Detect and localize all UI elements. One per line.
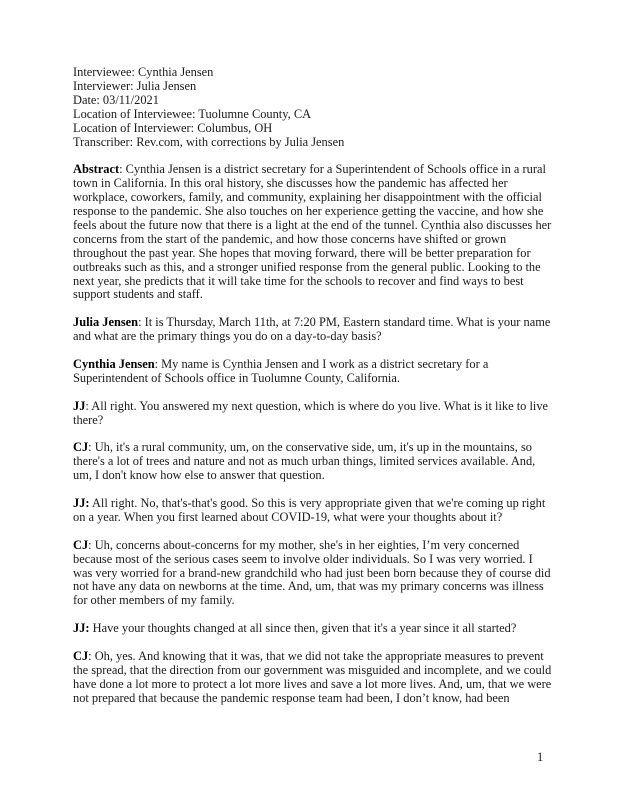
transcript-turn [73,316,553,344]
transcript-turn [73,497,553,525]
transcript-turn [73,358,553,386]
interviewer-line: Interviewer: Julia Jensen [73,78,197,93]
turn-text: : Uh, it's a rural community, um, on the conservative side, um, it's up in the mountains, so there's a lot of trees and nature and not as much urban things, limited services available. And, um, I don't know how else to answer that question. [73,440,536,483]
transcript-turn [73,622,553,636]
turn-text: : All right. You answered my next question, which is where do you live. What is it like to live there? [73,398,549,427]
transcript-turn [73,441,553,483]
turn-text: : Uh, concerns about-concerns for my mother, she's in her eighties, I’m very concerned because most of the serious cases seem to involve older individuals. So I was very worried. I was very worried for a brand-new grandchild who had just been born because they of course did not have any data on newborns at the time. And, um, that was my primary concerns was illness for other members of my family. [73,537,551,608]
document-page [73,66,553,719]
abstract-text: : Cynthia Jensen is a district secretary for a Superintendent of Schools office in a rural town in California. In this oral history, she discusses how the pandemic has affected her workplace, coworkers, family, and community, explaining her disappointment with the official response to the pandemic. She also touches on her experience getting the vaccine, and how she feels about the future now that there is a light at the end of the tunnel. Cynthia also discusses her concerns from the start of the pandemic, and how those concerns have shifted or grown throughout the past year. She hopes that moving forward, there will be better preparation for outbreaks such as this, and a stronger unified response from the general public. Looking to the next year, she predicts that it will take time for the schools to recover and find ways to best support students and staff. [73,162,552,302]
transcript-turn [73,400,553,428]
turn-text: Have your thoughts changed at all since then, given that it's a year since it all started? [89,621,517,636]
transcript-turn [73,650,553,706]
turn-text: : My name is Cynthia Jensen and I work as a district secretary for a Superintendent of Schools office in Tuolumne County, California. [73,356,489,385]
transcript-turn [73,539,553,609]
interview-metadata [73,66,553,149]
interviewee-line: Interviewee: Cynthia Jensen [73,65,214,79]
speaker-label: JJ: [73,496,90,510]
speaker-label: CJ [73,440,89,455]
speaker-label: JJ [73,398,86,413]
turn-text: All right. No, that's-that's good. So this is very appropriate given that we're coming up right on a year. When you first learned about COVID-19, what were your thoughts about it? [73,496,546,524]
page-number: 1 [537,750,544,764]
speaker-label: Julia Jensen [73,315,139,330]
turn-text: : It is Thursday, March 11th, at 7:20 PM, Eastern standard time. What is your name and what are the primary things you do on a day-to-day basis? [73,315,551,344]
location-interviewee-line: Location of Interviewee: Tuolumne County, CA [73,106,312,121]
speaker-label: Cynthia Jensen [73,356,155,371]
turn-text: : Oh, yes. And knowing that it was, that we did not take the appropriate measures to prevent the spread, that the direction from our government was misguided and incomplete, and we could have done a lot more to protect a lot more lives and save a lot more lives. And, um, that we were not prepared that because the pandemic response team had been, I don’t know, had been [73,648,552,705]
abstract-label: Abstract [73,162,120,177]
speaker-label: CJ [73,648,89,663]
date-line: Date: 03/11/2021 [73,92,159,107]
speaker-label: CJ [73,537,89,552]
transcriber-line: Transcriber: Rev.com, with corrections by Julia Jensen [73,134,345,149]
location-interviewer-line: Location of Interviewer: Columbus, OH [73,120,273,135]
speaker-label: JJ: [73,621,90,636]
abstract-paragraph [73,163,553,302]
